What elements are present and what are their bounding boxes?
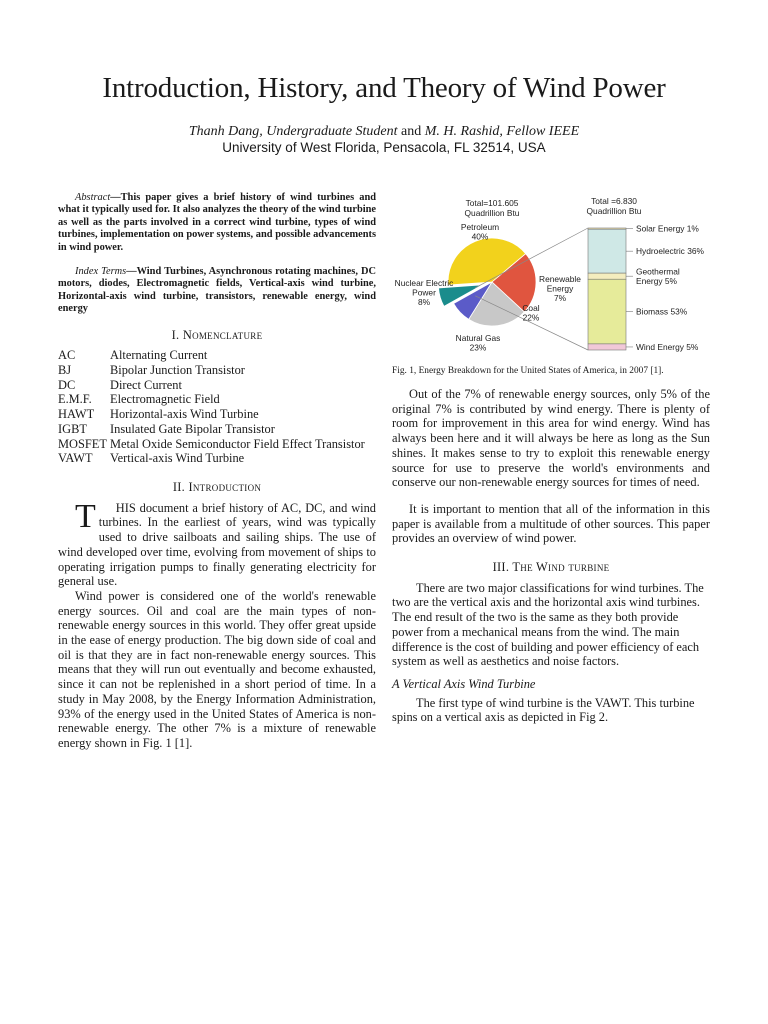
nomenclature-heading: I. Nomenclature: [171, 327, 263, 342]
pie-label-nuclear: Power: [412, 287, 436, 298]
pie-label-coal: 22%: [522, 312, 540, 323]
nomenclature-def: Metal Oxide Semiconductor Field Effect Transistor: [110, 436, 365, 451]
pie-label-coal: Coal: [522, 303, 540, 313]
bar-label-solar: Solar Energy 1%: [636, 223, 699, 234]
nomenclature-abbr: E.M.F.: [58, 392, 92, 407]
pie-label-natural-gas: 23%: [469, 342, 487, 353]
index-terms-label: Index Terms: [75, 266, 127, 278]
nomenclature-abbr: DC: [58, 377, 76, 392]
nomenclature-def: Direct Current: [110, 377, 182, 392]
nomenclature-def: Insulated Gate Bipolar Transistor: [110, 421, 275, 436]
introduction-p1-text: HIS document a brief history of AC, DC, and wind turbines. In the earliest of years, wind was typically used to drive sailboats and sailing ships. The use of wind developed over time, evolving from movement of ships to operating irrigation pumps to finally generating electricity for general use.: [58, 500, 376, 589]
nomenclature-row: [58, 348, 376, 363]
pie-total-line-1: Total=101.605: [465, 198, 519, 208]
bar-label-wind: Wind Energy 5%: [636, 341, 699, 352]
author-line: [0, 124, 768, 140]
bar-label-geothermal: Geothermal: [636, 266, 680, 277]
right-paragraph-1: Out of the 7% of renewable energy sources, only 5% of the original 7% is contributed by wind energy. There is plenty of room for improvement in this area for wind energy. Wind has always been here and it will always be here as long as the Sun shines. It makes sense to try to exploit this renewable energy source for use to preserve the world's environments and conserve our non-renewable energy sources for times of need.: [392, 387, 710, 490]
author-1: Thanh Dang, Undergraduate Student: [188, 124, 398, 139]
bar-total-line-1: Total =6.830: [591, 196, 637, 206]
nomenclature-row: [58, 378, 376, 393]
nomenclature-row: [58, 392, 376, 407]
nomenclature-abbr: HAWT: [58, 407, 95, 422]
nomenclature-def: Electromagnetic Field: [110, 392, 220, 407]
pie-label-renewable: Renewable: [539, 274, 581, 284]
wind-turbine-paragraph-2: The first type of wind turbine is the VAWT. This turbine spins on a vertical axis as depicted in Fig 2.: [392, 695, 695, 725]
nomenclature-row: [58, 422, 376, 437]
drop-cap: T: [75, 497, 96, 535]
pie-label-nuclear: Nuclear Electric: [394, 278, 454, 288]
pie-label-nuclear: 8%: [417, 296, 431, 307]
nomenclature-def: Alternating Current: [110, 348, 208, 363]
author-conjunction: and: [397, 124, 425, 139]
nomenclature-def: Vertical-axis Wind Turbine: [110, 451, 245, 466]
pie-label-petroleum: Petroleum: [460, 222, 500, 232]
nomenclature-abbr: MOSFET: [58, 436, 107, 451]
nomenclature-row: [58, 363, 376, 378]
wind-turbine-section: [392, 581, 710, 725]
pie-label-renewable: Energy: [546, 283, 574, 294]
abstract: [58, 192, 376, 254]
abstract-text: This paper gives a brief history of wind turbines and what it typically used for. It also analyzes the theory of the wind turbine as well as the parts involved in a correct wind turbine, types of wind turbines, implementation on power systems, and possible advancements in wind power.: [58, 192, 376, 253]
nomenclature-row: [58, 437, 376, 452]
figure-1: [392, 190, 710, 362]
pie-label-natural-gas: Natural Gas: [455, 333, 501, 343]
nomenclature-abbr: IGBT: [58, 421, 87, 436]
bar-total-line-2: Quadrillion Btu: [586, 206, 642, 216]
left-column: [58, 192, 376, 751]
nomenclature-def: Bipolar Junction Transistor: [110, 363, 245, 378]
nomenclature-abbr: BJ: [58, 363, 72, 378]
wind-turbine-paragraph-1: There are two major classifications for wind turbines. The two are the vertical axis and the horizontal axis wind turbines. The end result of the two is the same as they both provide power from a mechanical means from the wind. The main difference is the cost of building and power efficiency of each system as well as aesthetics and noise factors.: [392, 580, 704, 669]
nomenclature-def: Horizontal-axis Wind Turbine: [110, 407, 259, 422]
introduction-paragraph-2: Wind power is considered one of the world's renewable energy sources. Oil and coal are the main types of non-renewable energy sources in this world. They offer great upside in the ease of energy production. The big down side of coal and oil is that they are in fact non-renewable energy sources. This means that they will run out eventually and become exhausted, since it can not be replenished in a short period of time. In a study in May 2008, by the Energy Information Administration, 93% of the energy used in the United States of America is non-renewable energy. The other 7% is a mixture of renewable energy shown in Fig. 1 [1].: [58, 588, 376, 750]
chart-labels: [395, 222, 705, 352]
paper-title: Introduction, History, and Theory of Wind Power: [102, 72, 666, 104]
nomenclature-row: [58, 451, 376, 466]
right-column: [392, 190, 710, 725]
index-terms-text: Wind Turbines, Asynchronous rotating machines, DC motors, diodes, Electromagnetic fields, Vertical-axis wind turbine, Horizontal-axis wind turbine, transistors, renewable energy, wind energy: [58, 266, 377, 315]
introduction-heading: II. Introduction: [172, 479, 262, 494]
introduction-paragraph-1: [58, 497, 376, 589]
pie-label-renewable: 7%: [553, 292, 567, 303]
right-paragraph-2: It is important to mention that all of the information in this paper is available from a multitude of other sources. This paper provides an overview of wind power.: [392, 501, 710, 546]
abstract-dash: —: [110, 192, 121, 203]
wind-turbine-heading: III. The Wind turbine: [492, 560, 610, 575]
pie-label-petroleum: 40%: [471, 231, 489, 242]
bar-label-biomass: Biomass 53%: [636, 306, 688, 317]
index-terms: [58, 266, 376, 316]
abstract-label: Abstract: [75, 192, 111, 203]
energy-breakdown-chart: [392, 190, 710, 362]
pie-total-line-2: Quadrillion Btu: [464, 208, 520, 218]
vawt-subheading: A Vertical Axis Wind Turbine: [392, 676, 536, 691]
author-2: M. H. Rashid, Fellow IEEE: [424, 124, 580, 139]
bar-label-hydroelectric: Hydroelectric 36%: [636, 246, 704, 257]
bar-label-geothermal: Energy 5%: [636, 275, 677, 286]
nomenclature-list: [58, 348, 376, 466]
nomenclature-abbr: AC: [58, 348, 76, 363]
bar-segment-wind: [588, 344, 626, 350]
bar-segment-hydroelectric: [588, 229, 626, 273]
affiliation: University of West Florida, Pensacola, FL 32514, USA: [222, 140, 546, 155]
index-terms-dash: —: [126, 266, 137, 278]
figure-1-caption: Fig. 1, Energy Breakdown for the United States of America, in 2007 [1].: [392, 366, 664, 376]
nomenclature-row: [58, 407, 376, 422]
nomenclature-abbr: VAWT: [58, 451, 93, 466]
bar-segment-geothermal: [588, 273, 626, 279]
bar-segment-biomass: [588, 279, 626, 344]
